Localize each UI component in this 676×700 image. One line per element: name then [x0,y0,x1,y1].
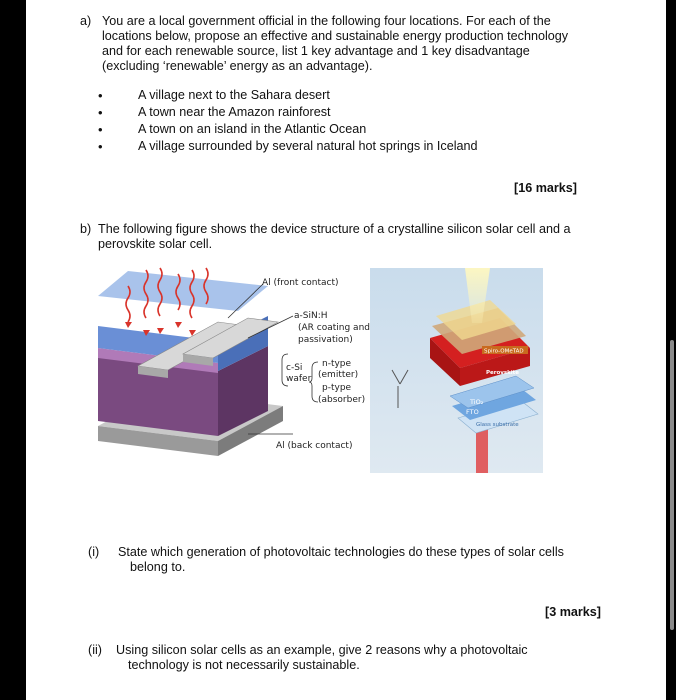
part-a-intro-line-1: You are a local government official in the following four locations. For each of the [102,14,551,28]
bullet-text: A town near the Amazon rainforest [138,105,331,119]
question-ii-number: (ii) [88,643,102,657]
bullet-text: A town on an island in the Atlantic Ocean [138,122,367,136]
part-a-intro-line-2: locations below, propose an effective and sustainable energy production technology [102,29,569,43]
label-ntype: n-type [322,359,352,369]
silicon-cell-diagram [98,266,370,466]
label-csi: c-Si [286,363,303,373]
bullet-dot: • [98,88,103,103]
label-absorber: (absorber) [318,395,366,405]
label-ar-coating: (AR coating and [298,323,370,333]
part-b-intro-line-2: perovskite solar cell. [98,237,213,251]
question-i-number: (i) [88,545,100,559]
label-fto: FTO [466,408,479,416]
label-glass-substrate: Glass substrate [476,422,519,428]
label-perovskite: Perovskite [486,370,520,376]
bullet-item [98,87,330,104]
label-ptype: p-type [322,383,352,393]
bullet-item [98,138,478,155]
label-spiro: Spiro-OMeTAD [484,348,524,355]
label-emitter: (emitter) [318,370,359,380]
bullet-dot: • [98,122,103,137]
label-sinh: a-SiN:H [294,311,328,321]
label-wafer: wafer [286,374,312,384]
bullet-text: A village surrounded by several natural hot springs in Iceland [138,139,478,153]
question-ii-line-2: technology is not necessarily sustainable. [128,658,360,672]
question-i-line-2: belong to. [130,560,186,574]
bullet-dot: • [98,105,103,120]
label-front-contact: Al (front contact) [262,278,339,288]
bullet-dot: • [98,139,103,154]
label-back-contact: Al (back contact) [276,441,353,451]
part-a-label: a) [80,14,92,28]
bullet-item [98,121,367,138]
question-ii-line-1: Using silicon solar cells as an example, give 2 reasons why a photovoltaic [116,643,528,657]
part-a-intro-line-3: and for each renewable source, list 1 key advantage and 1 key disadvantage [102,44,530,58]
part-b-intro-line-1: The following figure shows the device structure of a crystalline silicon solar cell and a [98,222,571,236]
label-passivation: passivation) [298,335,353,345]
document-page [26,0,666,700]
question-i-line-1: State which generation of photovoltaic technologies do these types of solar cells [118,545,564,559]
scrollbar[interactable] [670,340,674,630]
label-tio2: TiO₂ [470,398,484,406]
bullet-item [98,104,331,121]
part-b-label: b) [80,222,92,236]
question-i-marks: [3 marks] [545,605,602,619]
perovskite-cell-diagram [370,268,543,473]
part-a-marks: [16 marks] [514,181,578,195]
part-a-intro-line-4: (excluding ‘renewable’ energy as an advantage). [102,59,373,73]
bullet-text: A village next to the Sahara desert [138,88,330,102]
